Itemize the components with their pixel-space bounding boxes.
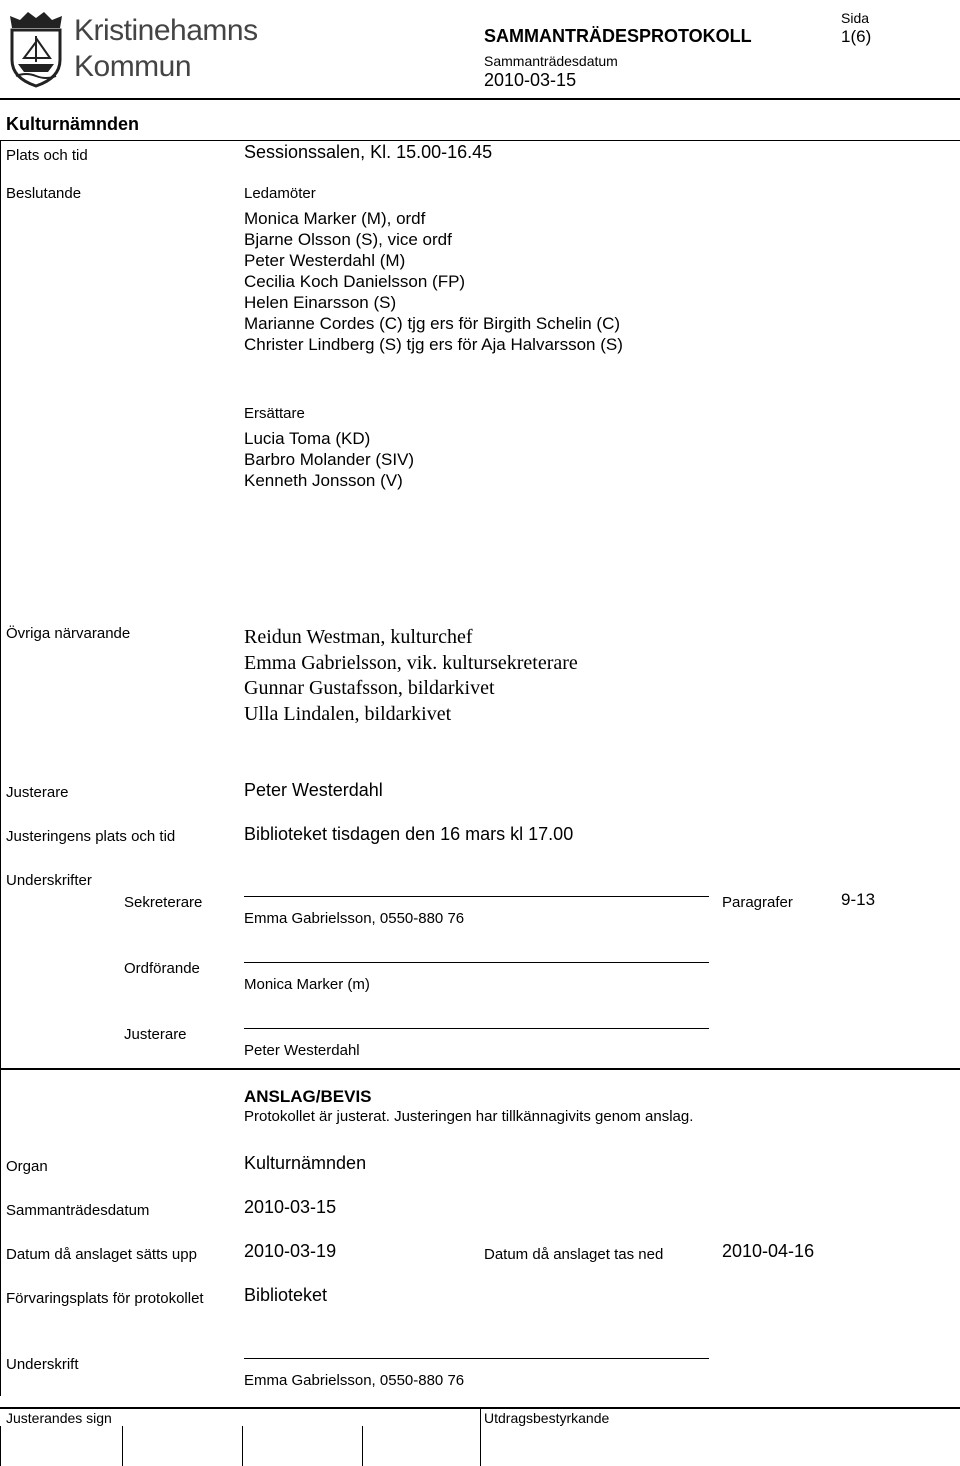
member-item: Cecilia Koch Danielsson (FP) (244, 272, 466, 291)
member-item: Peter Westerdahl (M) (244, 251, 406, 270)
meeting-date-label: Sammanträdesdatum (484, 53, 618, 69)
posted-date-value: 2010-03-19 (244, 1241, 337, 1261)
page-label: Sida (841, 10, 870, 26)
others-present-label: Övriga närvarande (6, 625, 131, 642)
notice-signature-line (244, 1358, 709, 1359)
notice-date-label: Sammanträdesdatum (6, 1202, 150, 1219)
notice-date-value: 2010-03-15 (244, 1197, 337, 1217)
notice-signature-label: Underskrift (6, 1356, 79, 1373)
adjusters-sign-label: Justerandes sign (6, 1410, 112, 1426)
member-item: Helen Einarsson (S) (244, 293, 397, 312)
place-time-value: Sessionssalen, Kl. 15.00-16.45 (244, 142, 493, 162)
adjuster-sign-label: Justerare (124, 1026, 187, 1043)
coat-of-arms-icon (6, 6, 66, 88)
notice-divider (0, 1068, 960, 1070)
other-present-item: Ulla Lindalen, bildarkivet (244, 702, 452, 725)
logo-text-line2: Kommun (74, 50, 192, 83)
organ-label: Organ (6, 1158, 48, 1175)
committee-divider (0, 140, 960, 141)
signatures-label: Underskrifter (6, 872, 92, 889)
sign-box-divider (480, 1408, 481, 1466)
chair-name: Monica Marker (m) (244, 976, 370, 993)
removed-date-label: Datum då anslaget tas ned (484, 1246, 664, 1263)
sign-box-divider (0, 1426, 1, 1466)
secretary-label: Sekreterare (124, 894, 203, 911)
header-divider (0, 98, 960, 100)
members-label: Ledamöter (244, 185, 316, 202)
other-present-item: Reidun Westman, kulturchef (244, 626, 473, 648)
member-item: Marianne Cordes (C) tjg ers för Birgith Schelin (C) (244, 314, 621, 333)
adjuster-signature-line (244, 1028, 709, 1029)
chair-signature-line (244, 962, 709, 963)
sign-box-divider (362, 1426, 363, 1466)
notice-title: ANSLAG/BEVIS (244, 1087, 372, 1106)
extract-cert-label: Utdragsbestyrkande (484, 1410, 610, 1426)
secretary-signature-line (244, 896, 709, 897)
chair-label: Ordförande (124, 960, 200, 977)
organ-value: Kulturnämnden (244, 1153, 367, 1173)
left-border (0, 140, 1, 1396)
substitutes-list (244, 428, 414, 491)
paragraphs-value: 9-13 (841, 890, 876, 909)
posted-date-label: Datum då anslaget sätts upp (6, 1246, 197, 1263)
sign-box-divider (242, 1426, 243, 1466)
page-number: 1(6) (841, 27, 872, 46)
removed-date-value: 2010-04-16 (722, 1241, 815, 1261)
place-time-label: Plats och tid (6, 147, 88, 164)
logo-text-line1: Kristinehamns (74, 14, 258, 47)
document-title: SAMMANTRÄDESPROTOKOLL (484, 26, 752, 46)
storage-label: Förvaringsplats för protokollet (6, 1290, 204, 1307)
sign-box-divider (122, 1426, 123, 1466)
committee-name: Kulturnämnden (6, 114, 139, 134)
other-present-item: Emma Gabrielsson, vik. kultursekreterare (244, 651, 578, 674)
decisive-label: Beslutande (6, 185, 82, 202)
meeting-date: 2010-03-15 (484, 70, 577, 90)
secretary-name: Emma Gabrielsson, 0550-880 76 (244, 910, 465, 927)
notice-text: Protokollet är justerat. Justeringen har tillkännagivits genom anslag. (244, 1108, 694, 1125)
substitutes-label: Ersättare (244, 405, 305, 422)
member-item: Bjarne Olsson (S), vice ordf (244, 230, 452, 249)
other-present-item: Gunnar Gustafsson, bildarkivet (244, 677, 495, 699)
substitute-item: Lucia Toma (KD) (244, 429, 371, 448)
adjuster-label: Justerare (6, 784, 69, 801)
adjuster-value: Peter Westerdahl (244, 780, 383, 800)
others-present-list (244, 625, 578, 727)
municipality-logo (6, 6, 66, 88)
paragraphs-label: Paragrafer (722, 894, 793, 911)
adjustment-place-label: Justeringens plats och tid (6, 828, 176, 845)
substitute-item: Kenneth Jonsson (V) (244, 471, 403, 490)
adjuster-sign-name: Peter Westerdahl (244, 1042, 360, 1059)
notice-signature-name: Emma Gabrielsson, 0550-880 76 (244, 1372, 465, 1389)
storage-value: Biblioteket (244, 1285, 328, 1305)
adjustment-place-value: Biblioteket tisdagen den 16 mars kl 17.00 (244, 824, 574, 844)
member-item: Monica Marker (M), ordf (244, 209, 426, 228)
substitute-item: Barbro Molander (SIV) (244, 450, 415, 469)
members-list (244, 208, 623, 355)
member-item: Christer Lindberg (S) tjg ers för Aja Halvarsson (S) (244, 335, 623, 354)
